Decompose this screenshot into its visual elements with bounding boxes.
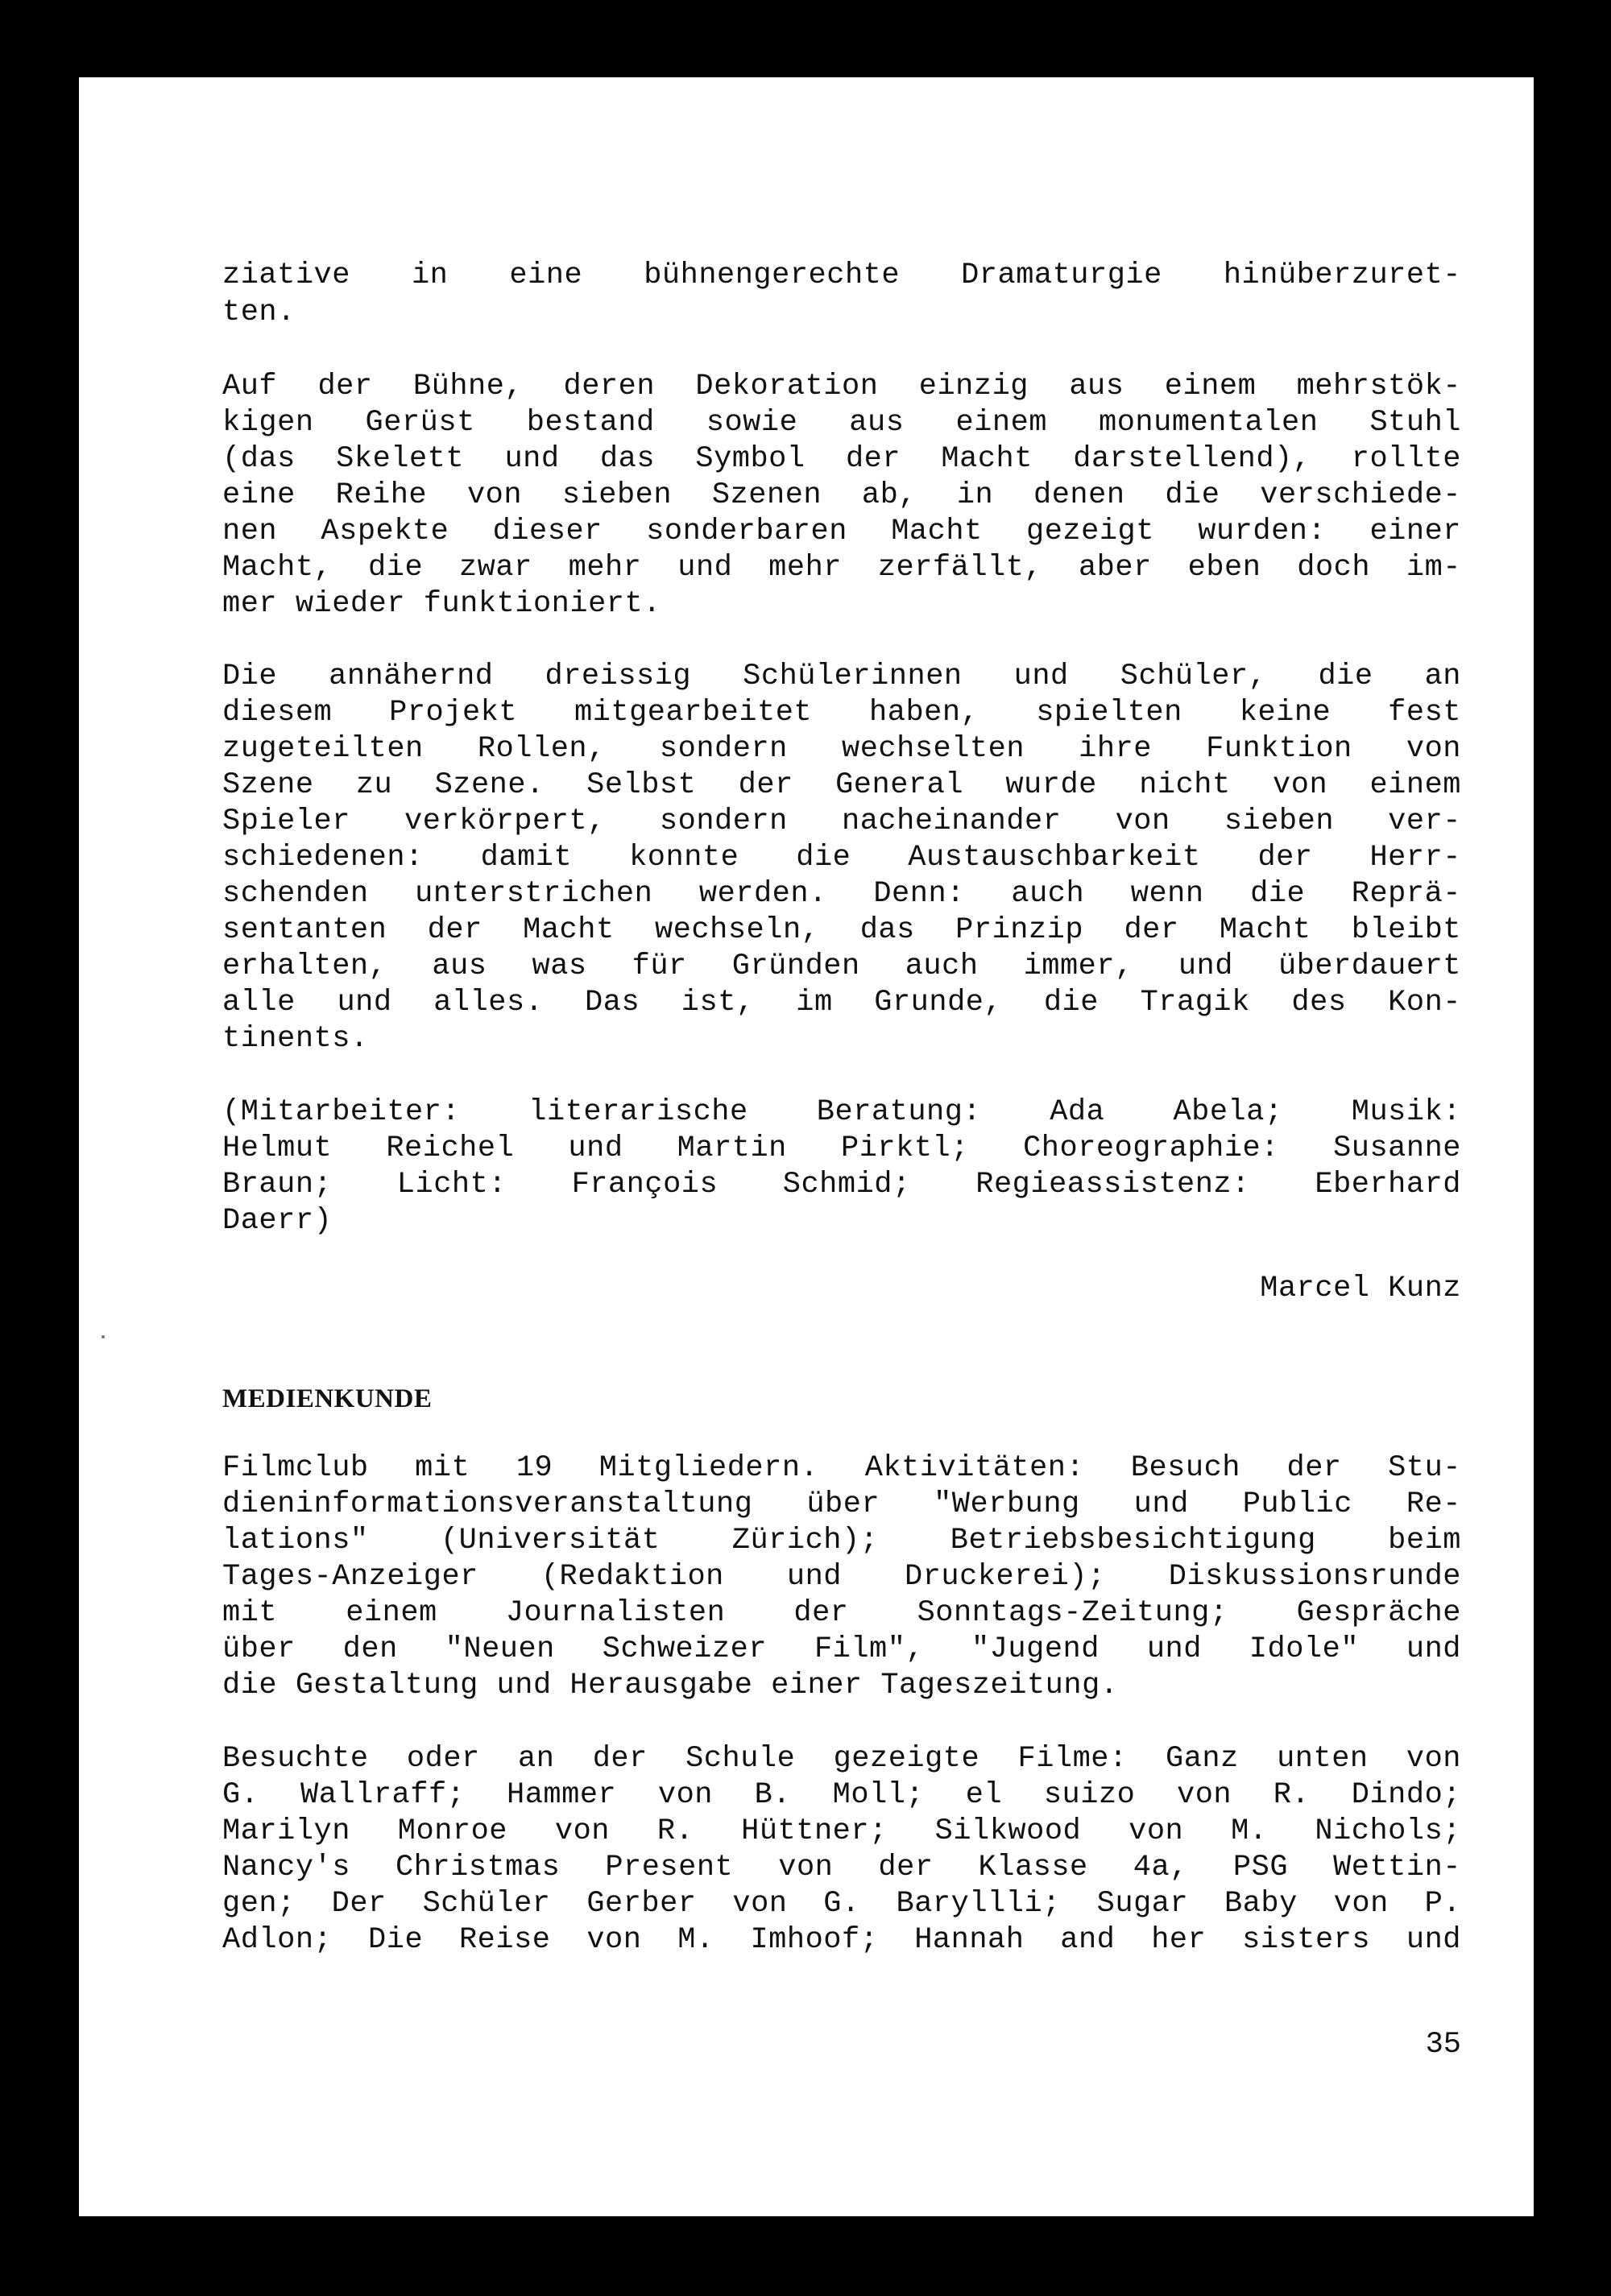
text-line: Besuchte oder an der Schule gezeigte Filme: Ganz unten von [222,1742,1461,1776]
text-line: tinents. [222,1022,369,1056]
text-line: ten. [222,296,296,329]
text-line: lations" (Universität Zürich); Betriebsbesichtigung beim [222,1524,1461,1558]
section-heading: MEDIENKUNDE [222,1384,433,1413]
text-line: diesem Projekt mitgearbeitet haben, spielten keine fest [222,696,1461,730]
page-number: 35 [1425,2028,1461,2062]
document-page [79,77,1534,2216]
text-line: (das Skelett und das Symbol der Macht darstellend), rollte [222,442,1461,476]
text-line: Auf der Bühne, deren Dekoration einzig aus einem mehrstök- [222,370,1461,403]
text-line: nen Aspekte dieser sonderbaren Macht gezeigt wurden: einer [222,515,1461,548]
text-line: Tages-Anzeiger (Redaktion und Druckerei); Diskussionsrunde [222,1560,1461,1594]
text-line: Helmut Reichel und Martin Pirktl; Choreographie: Susanne [222,1131,1461,1165]
text-line: Szene zu Szene. Selbst der General wurde nicht von einem [222,768,1461,802]
text-line: Adlon; Die Reise von M. Imhoof; Hannah and her sisters und [222,1923,1461,1957]
text-line: eine Reihe von sieben Szenen ab, in denen die verschiede- [222,478,1461,512]
text-line: mer wieder funktioniert. [222,587,661,621]
text-line: Spieler verkörpert, sondern nacheinander von sieben ver- [222,805,1461,838]
text-line: schenden unterstrichen werden. Denn: auch wenn die Reprä- [222,877,1461,911]
text-line: ziative in eine bühnengerechte Dramaturgie hinüberzuret- [222,259,1461,292]
text-line: G. Wallraff; Hammer von B. Moll; el suizo von R. Dindo; [222,1778,1461,1812]
text-line: dieninformationsveranstaltung über "Werbung und Public Re- [222,1487,1461,1521]
text-line: Daerr) [222,1204,333,1238]
scan-speck [101,1335,105,1338]
text-line: sentanten der Macht wechseln, das Prinzip der Macht bleibt [222,913,1461,947]
text-line: zugeteilten Rollen, sondern wechselten ihre Funktion von [222,732,1461,766]
author-signature: Marcel Kunz [1260,1272,1461,1305]
text-line: Braun; Licht: François Schmid; Regieassistenz: Eberhard [222,1168,1461,1202]
text-line: Filmclub mit 19 Mitgliedern. Aktivitäten: Besuch der Stu- [222,1451,1461,1485]
text-line: alle und alles. Das ist, im Grunde, die Tragik des Kon- [222,986,1461,1020]
text-line: über den "Neuen Schweizer Film", "Jugend und Idole" und [222,1632,1461,1666]
text-line: kigen Gerüst bestand sowie aus einem monumentalen Stuhl [222,406,1461,440]
text-line: Die annähernd dreissig Schülerinnen und Schüler, die an [222,660,1461,693]
text-line: die Gestaltung und Herausgabe einer Tageszeitung. [222,1669,1119,1702]
text-line: Marilyn Monroe von R. Hüttner; Silkwood von M. Nichols; [222,1814,1461,1848]
text-line: mit einem Journalisten der Sonntags-Zeitung; Gespräche [222,1596,1461,1630]
text-line: erhalten, aus was für Gründen auch immer, und überdauert [222,949,1461,983]
text-line: Nancy's Christmas Present von der Klasse 4a, PSG Wettin- [222,1851,1461,1884]
text-line: (Mitarbeiter: literarische Beratung: Ada Abela; Musik: [222,1095,1461,1129]
text-line: gen; Der Schüler Gerber von G. Baryllli; Sugar Baby von P. [222,1887,1461,1921]
text-line: Macht, die zwar mehr und mehr zerfällt, aber eben doch im- [222,551,1461,585]
text-line: schiedenen: damit konnte die Austauschbarkeit der Herr- [222,841,1461,875]
